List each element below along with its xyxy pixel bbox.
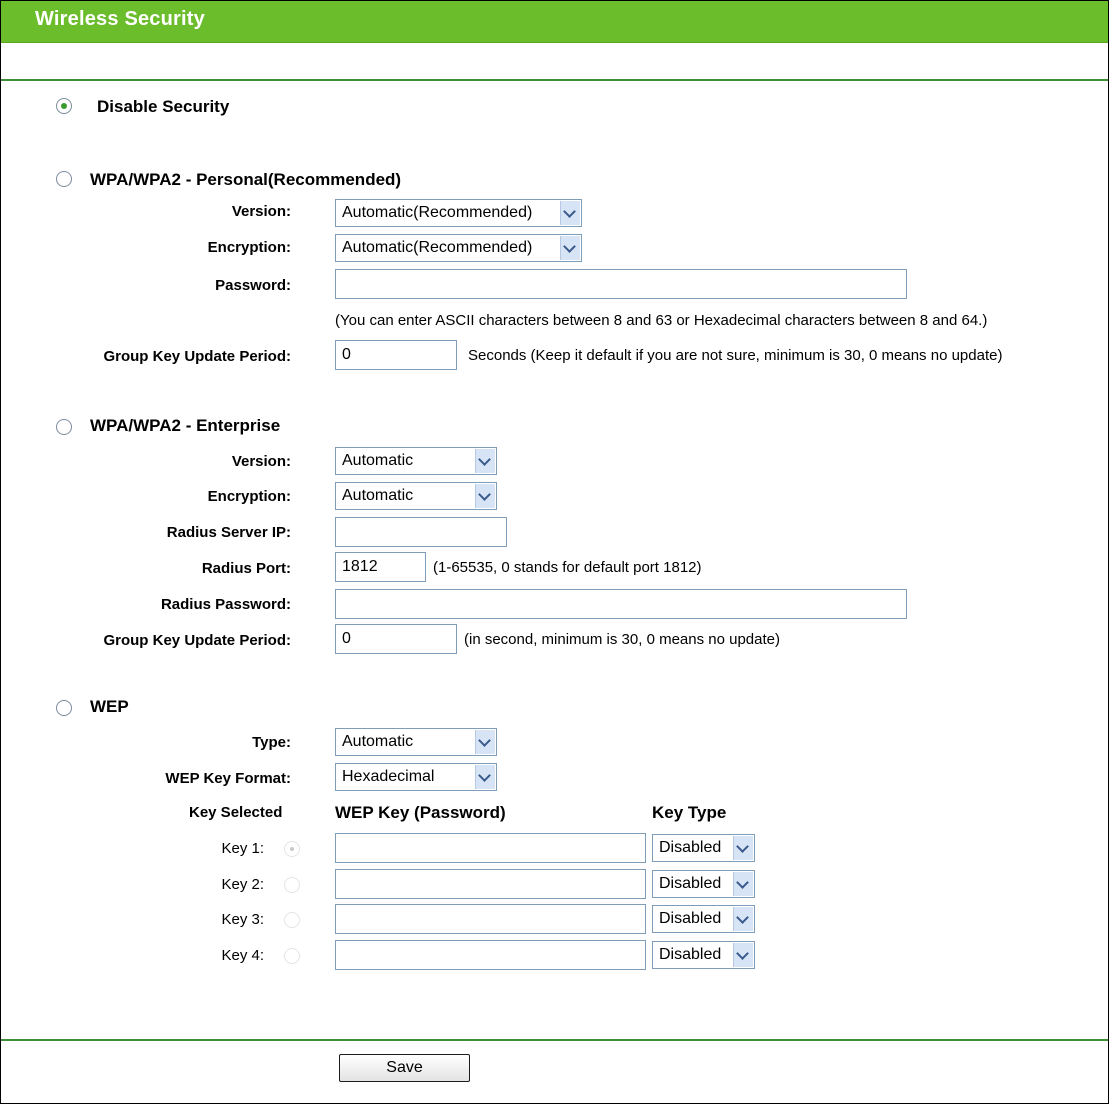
wep-key-1-type-select[interactable] [652, 834, 755, 862]
chevron-down-icon [475, 765, 495, 789]
personal-group-key-input[interactable] [335, 340, 457, 370]
wep-format-value: Hexadecimal [342, 768, 435, 785]
wep-key-4-input[interactable] [335, 940, 646, 970]
chevron-down-icon [475, 449, 495, 473]
personal-password-input[interactable] [335, 269, 907, 299]
chevron-down-icon [733, 907, 753, 931]
radius-password-label: Radius Password: [160, 596, 291, 613]
radius-server-ip-input[interactable] [335, 517, 507, 547]
personal-encryption-select[interactable] [335, 234, 582, 262]
disable-security-label: Disable Security [97, 97, 230, 116]
wep-key-4-label: Key 4: [221, 947, 264, 964]
radius-port-hint: (1-65535, 0 stands for default port 1812) [433, 559, 702, 576]
chevron-down-icon [475, 730, 495, 754]
page-header [1, 1, 1108, 43]
enterprise-group-key-hint: (in second, minimum is 30, 0 means no update) [464, 631, 780, 648]
wep-key-3-radio[interactable] [284, 912, 300, 928]
enterprise-encryption-label: Encryption: [207, 488, 291, 505]
personal-encryption-label: Encryption: [207, 239, 291, 256]
chevron-down-icon [475, 484, 495, 508]
col-wep-key: WEP Key (Password) [335, 803, 506, 822]
disable-security-radio[interactable] [56, 98, 72, 114]
bottom-divider [1, 1039, 1108, 1041]
save-button[interactable]: Save [339, 1054, 470, 1082]
wpa-enterprise-label: WPA/WPA2 - Enterprise [90, 416, 281, 435]
personal-version-select[interactable] [335, 199, 582, 227]
chevron-down-icon [560, 201, 580, 225]
wpa-personal-radio[interactable] [56, 171, 72, 187]
wep-key-4-radio[interactable] [284, 948, 300, 964]
personal-group-key-hint: Seconds (Keep it default if you are not sure, minimum is 30, 0 means no update) [468, 347, 1003, 364]
top-divider [1, 79, 1108, 81]
wep-key-1-label: Key 1: [221, 840, 264, 857]
radius-port-label: Radius Port: [201, 560, 291, 577]
wpa-personal-label: WPA/WPA2 - Personal(Recommended) [90, 170, 402, 189]
col-key-type: Key Type [652, 803, 727, 822]
enterprise-version-label: Version: [231, 453, 291, 470]
personal-version-value: Automatic(Recommended) [342, 204, 533, 221]
enterprise-version-select[interactable] [335, 447, 497, 475]
wep-format-select[interactable] [335, 763, 497, 791]
wep-key-3-input[interactable] [335, 904, 646, 934]
wep-key-2-radio[interactable] [284, 877, 300, 893]
chevron-down-icon [560, 236, 580, 260]
wep-key-3-type-value: Disabled [659, 910, 722, 927]
wep-key-4-type-value: Disabled [659, 946, 722, 963]
wep-radio[interactable] [56, 700, 72, 716]
page-title: Wireless Security [35, 8, 205, 30]
wep-key-1-input[interactable] [335, 833, 646, 863]
wep-key-2-input[interactable] [335, 869, 646, 899]
col-key-selected: Key Selected [189, 804, 283, 821]
wep-key-2-type-value: Disabled [659, 875, 722, 892]
wep-type-value: Automatic [342, 733, 414, 750]
wep-key-2-type-select[interactable] [652, 870, 755, 898]
wep-key-3-type-select[interactable] [652, 905, 755, 933]
wep-key-4-type-select[interactable] [652, 941, 755, 969]
enterprise-version-value: Automatic [342, 452, 414, 469]
personal-group-key-label: Group Key Update Period: [103, 348, 291, 365]
chevron-down-icon [733, 943, 753, 967]
wep-format-label: WEP Key Format: [165, 770, 291, 787]
personal-password-hint: (You can enter ASCII characters between 8 and 63 or Hexadecimal characters between 8 and 64.) [335, 312, 988, 329]
radius-port-input[interactable] [335, 552, 426, 582]
personal-encryption-value: Automatic(Recommended) [342, 239, 533, 256]
wep-type-label: Type: [252, 734, 291, 751]
wep-key-2-label: Key 2: [221, 876, 264, 893]
enterprise-encryption-select[interactable] [335, 482, 497, 510]
chevron-down-icon [733, 836, 753, 860]
wep-key-3-label: Key 3: [221, 911, 264, 928]
wpa-enterprise-radio[interactable] [56, 419, 72, 435]
personal-version-label: Version: [231, 203, 291, 220]
personal-password-label: Password: [215, 277, 291, 294]
radius-server-ip-label: Radius Server IP: [166, 524, 291, 541]
wep-label: WEP [90, 697, 129, 716]
enterprise-encryption-value: Automatic [342, 487, 414, 504]
enterprise-group-key-label: Group Key Update Period: [103, 632, 291, 649]
wep-key-1-radio[interactable] [284, 841, 300, 857]
wep-key-1-type-value: Disabled [659, 839, 722, 856]
wep-type-select[interactable] [335, 728, 497, 756]
radius-password-input[interactable] [335, 589, 907, 619]
chevron-down-icon [733, 872, 753, 896]
enterprise-group-key-input[interactable] [335, 624, 457, 654]
